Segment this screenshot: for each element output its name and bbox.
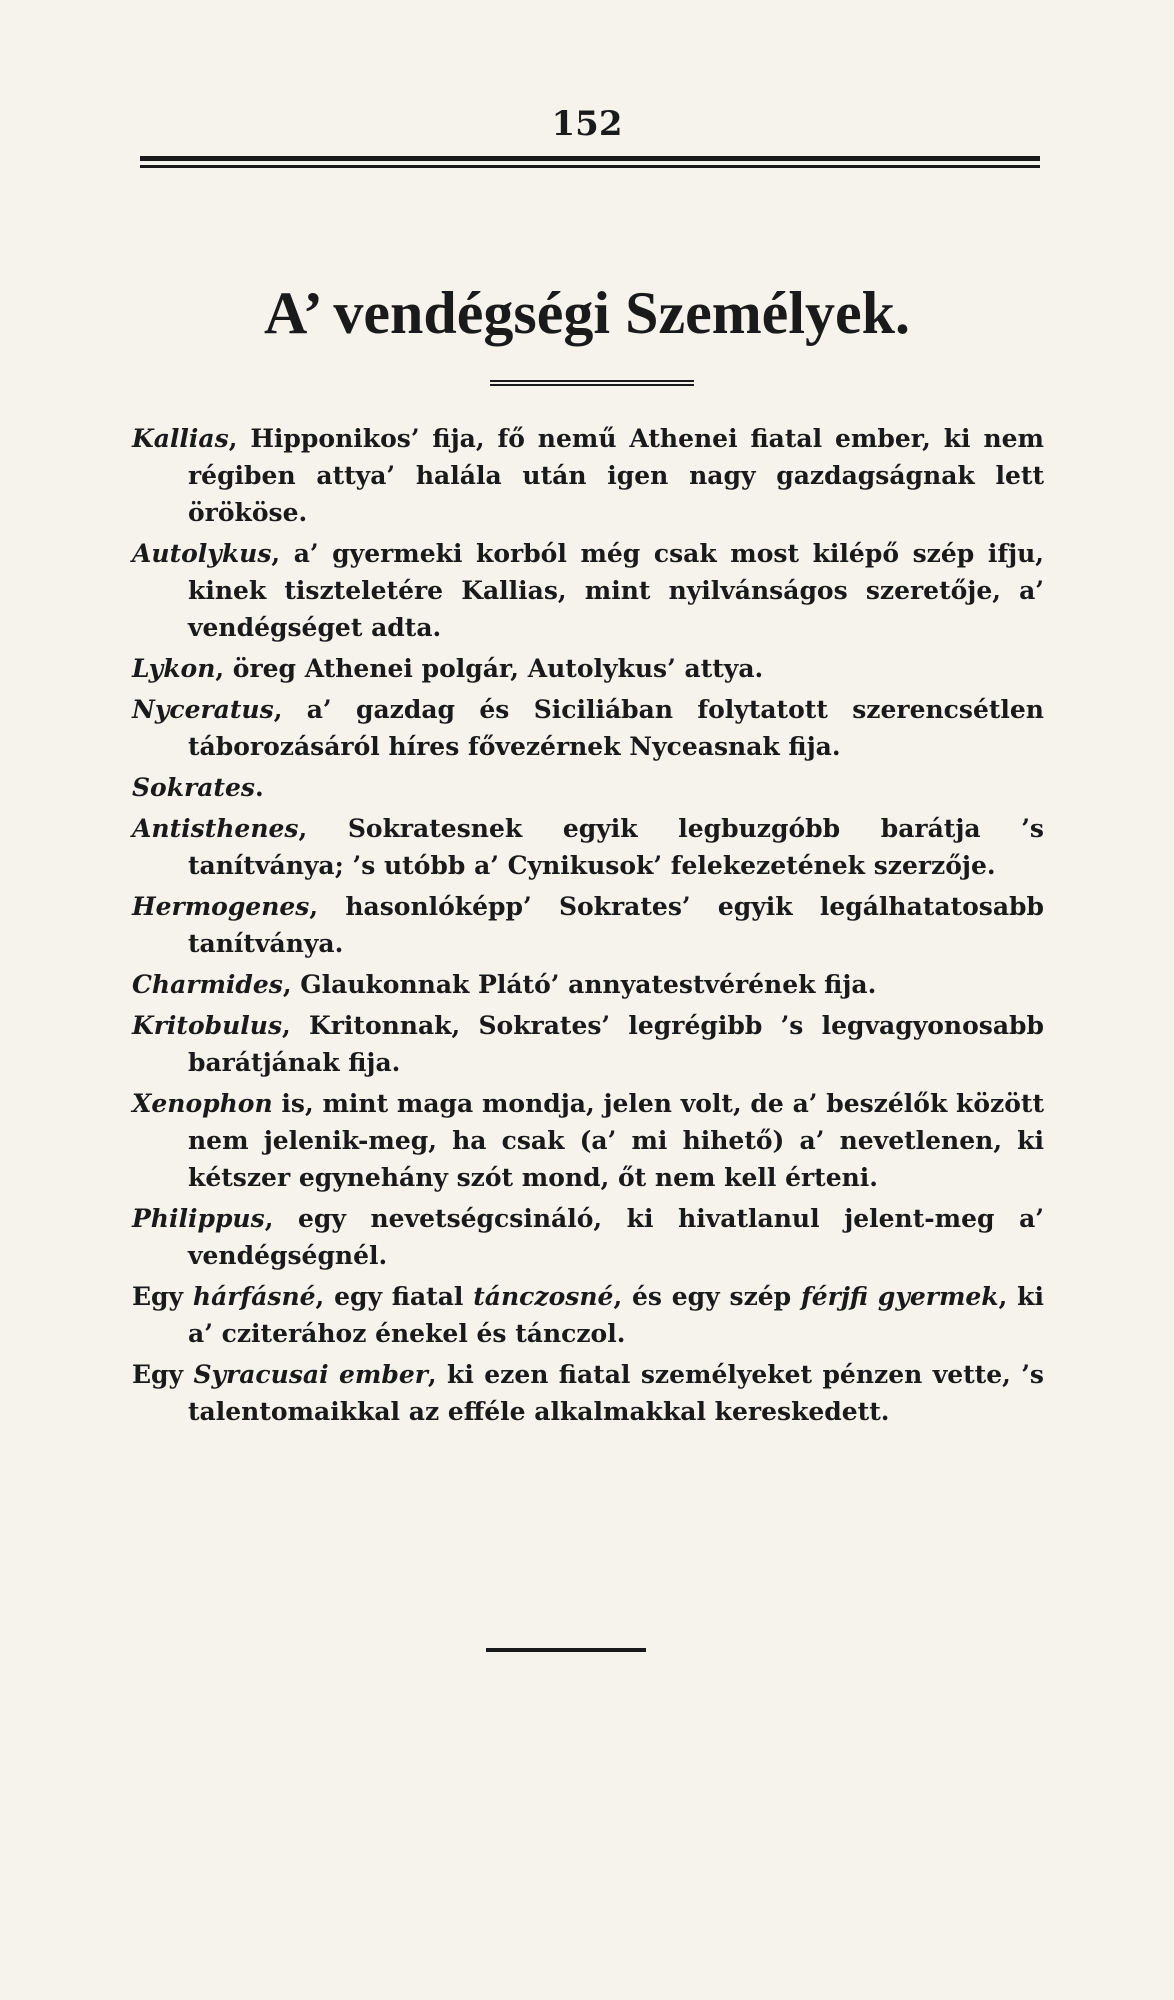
person-term: férjfi gyermek: [800, 1282, 999, 1311]
list-item: [132, 769, 1044, 806]
person-name: Hermogenes: [132, 892, 310, 921]
person-term: Syracusai ember: [193, 1360, 428, 1389]
page-number: 152: [551, 104, 623, 144]
list-item: [132, 1085, 1044, 1196]
person-description: is, mint maga mondja, jelen volt, de a’ beszélők között nem jelenik-meg, ha csak (a’ mi hihető) a’ nevetlenen, ki kétszer egynehány szót mond, őt nem kell érteni.: [188, 1089, 1044, 1192]
end-rule: [486, 1648, 646, 1652]
title-rule: [490, 380, 694, 386]
list-item-syracusan: [132, 1356, 1044, 1430]
person-name: Kritobulus: [132, 1011, 283, 1040]
person-description: , Hipponikos’ fija, fő nemű Athenei fiatal ember, ki nem régiben attya’ halála után igen nagy gazdagságnak lett örököse.: [188, 424, 1044, 527]
list-item: [132, 691, 1044, 765]
person-description: , öreg Athenei polgár, Autolykus’ attya.: [215, 654, 764, 683]
entry-text: , egy fiatal: [315, 1282, 474, 1311]
person-name: Nyceratus: [132, 695, 274, 724]
person-term: hárfásné: [192, 1282, 316, 1311]
person-name: Sokrates: [132, 773, 255, 802]
list-item: [132, 420, 1044, 531]
list-item: [132, 1007, 1044, 1081]
list-item: [132, 535, 1044, 646]
header-double-rule: [140, 156, 1040, 168]
person-name: Antisthenes: [132, 814, 299, 843]
list-item: [132, 966, 1044, 1003]
entry-text: , és egy szép: [613, 1282, 801, 1311]
list-item: [132, 810, 1044, 884]
person-description: , egy nevetségcsináló, ki hivatlanul jelent-meg a’ vendégségnél.: [188, 1204, 1044, 1270]
entry-text: , ki a’ cziterához énekel és tánczol.: [188, 1282, 1044, 1348]
person-description: , Glaukonnak Plátó’ annyatestvérének fija.: [282, 970, 877, 999]
person-name: Charmides: [132, 970, 283, 999]
list-item: [132, 1200, 1044, 1274]
list-item: [132, 650, 1044, 687]
person-term: tánczosné: [473, 1282, 614, 1311]
list-item: [132, 888, 1044, 962]
person-name: Xenophon: [132, 1089, 273, 1118]
person-description: , Sokratesnek egyik legbuzgóbb barátja ’s tanítványa; ’s utóbb a’ Cynikusok’ felekezetének szerzője.: [188, 814, 1044, 880]
entry-text: , ki ezen fiatal személyeket pénzen vette, ’s talentomaikkal az efféle alkalmakkal kereskedett.: [188, 1360, 1045, 1426]
person-description: , hasonlóképp’ Sokrates’ egyik legálhatatosabb tanítványa.: [188, 892, 1044, 958]
person-name: Philippus: [132, 1204, 265, 1233]
person-description: , a’ gyermeki korból még csak most kilépő szép ifju, kinek tiszteletére Kallias, mint nyilvánságos szeretője, a’ vendégséget adta.: [188, 539, 1044, 642]
person-description: , a’ gazdag és Siciliában folytatott szerencsétlen táborozásáról híres fővezérnek Nyceasnak fija.: [188, 695, 1044, 761]
entry-text: Egy: [132, 1360, 194, 1389]
person-name: Kallias: [132, 424, 229, 453]
persons-list: [132, 420, 1044, 1434]
person-description: .: [254, 773, 264, 802]
person-name: Autolykus: [132, 539, 272, 568]
person-name: Lykon: [132, 654, 216, 683]
list-item-musicians: [132, 1278, 1044, 1352]
page-title: A’ vendégségi Személyek.: [264, 280, 910, 346]
person-description: , Kritonnak, Sokrates’ legrégibb ’s legvagyonosabb barátjának fija.: [188, 1011, 1044, 1077]
entry-text: Egy: [132, 1282, 193, 1311]
